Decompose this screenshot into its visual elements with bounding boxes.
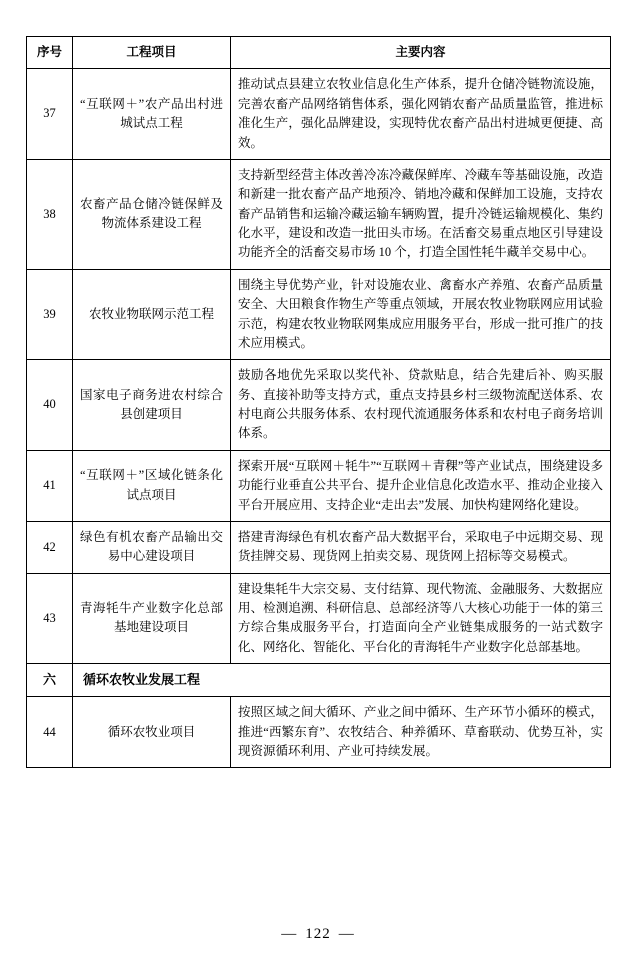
row-no: 37 (27, 69, 73, 160)
row-content: 搭建青海绿色有机农畜产品大数据平台，采取电子中远期交易、现货挂牌交易、现货网上拍卖交易、现货网上招标等交易模式。 (231, 521, 611, 573)
row-content: 建设集牦牛大宗交易、支付结算、现代物流、金融服务、大数据应用、检测追溯、科研信息、总部经济等八大核心功能于一体的第三方综合集成服务平台，打造面向全产业链集成服务的一站式数字化、网络化、智能化、平台化的青海牦牛产业数字化总部基地。 (231, 573, 611, 664)
row-content: 支持新型经营主体改善冷冻冷藏保鲜库、冷藏车等基础设施，改造和新建一批农畜产品产地预冷、销地冷藏和保鲜加工设施，支持农畜产品销售和运输冷藏运输车辆购置，提升冷链运输规模化、集约化水平，建设和改造一批田头市场。在活畜交易重点地区引导建设功能齐全的活畜交易市场 10 个，打造全国性牦牛藏羊交易中心。 (231, 159, 611, 269)
row-project: “互联网＋”区域化链条化试点项目 (73, 450, 231, 521)
row-project: 绿色有机农畜产品输出交易中心建设项目 (73, 521, 231, 573)
footer-dash-right: — (338, 926, 355, 942)
row-project: 农畜产品仓储冷链保鲜及物流体系建设工程 (73, 159, 231, 269)
table-header (27, 37, 611, 69)
row-no: 41 (27, 450, 73, 521)
column-header-project: 工程项目 (73, 37, 231, 69)
row-no: 39 (27, 269, 73, 360)
row-content: 推动试点县建立农牧业信息化生产体系，提升仓储冷链物流设施，完善农畜产品网络销售体系，强化网销农畜产品质量监管，推进标准化生产，强化品牌建设，实现特优农畜产品出村进城更便捷、高效。 (231, 69, 611, 160)
row-no: 43 (27, 573, 73, 664)
table-row (27, 69, 611, 160)
row-project: 农牧业物联网示范工程 (73, 269, 231, 360)
table-row (27, 697, 611, 768)
column-header-no: 序号 (27, 37, 73, 69)
row-no: 42 (27, 521, 73, 573)
row-no: 38 (27, 159, 73, 269)
table-row (27, 450, 611, 521)
row-content: 围绕主导优势产业，针对设施农业、禽畜水产养殖、农畜产品质量安全、大田粮食作物生产等重点领域，开展农牧业物联网应用试验示范，构建农牧业物联网集成应用服务平台，形成一批可推广的技术应用模式。 (231, 269, 611, 360)
table-row (27, 360, 611, 451)
table-row (27, 159, 611, 269)
table-header-row (27, 37, 611, 69)
row-content: 按照区域之间大循环、产业之间中循环、生产环节小循环的模式，推进“西繁东育”、农牧结合、种养循环、草畜联动、优势互补，实现资源循环利用、产业可持续发展。 (231, 697, 611, 768)
table-row (27, 269, 611, 360)
row-project: 循环农牧业项目 (73, 697, 231, 768)
row-content: 探索开展“互联网＋牦牛”“互联网＋青稞”等产业试点，围绕建设多功能行业垂直公共平台、提升企业信息化改造水平、推动企业接入平台开展应用、支持企业“走出去”发展、加快构建网络化建设。 (231, 450, 611, 521)
table-row (27, 521, 611, 573)
row-project: “互联网＋”农产品出村进城试点工程 (73, 69, 231, 160)
row-no: 40 (27, 360, 73, 451)
row-project: 国家电子商务进农村综合县创建项目 (73, 360, 231, 451)
row-project: 青海牦牛产业数字化总部基地建设项目 (73, 573, 231, 664)
section-title: 循环农牧业发展工程 (73, 664, 611, 697)
table-row (27, 573, 611, 664)
project-table (26, 36, 611, 768)
section-no: 六 (27, 664, 73, 697)
page-number: 122 (305, 926, 331, 942)
page-footer (0, 926, 636, 943)
table-section-row (27, 664, 611, 697)
row-no: 44 (27, 697, 73, 768)
footer-dash-left: — (281, 926, 298, 942)
column-header-content: 主要内容 (231, 37, 611, 69)
table-body (27, 69, 611, 768)
row-content: 鼓励各地优先采取以奖代补、贷款贴息，结合先建后补、购买服务、直接补助等支持方式，重点支持县乡村三级物流配送体系、农村电商公共服务体系、农村现代流通服务体系和农村电子商务培训体系。 (231, 360, 611, 451)
